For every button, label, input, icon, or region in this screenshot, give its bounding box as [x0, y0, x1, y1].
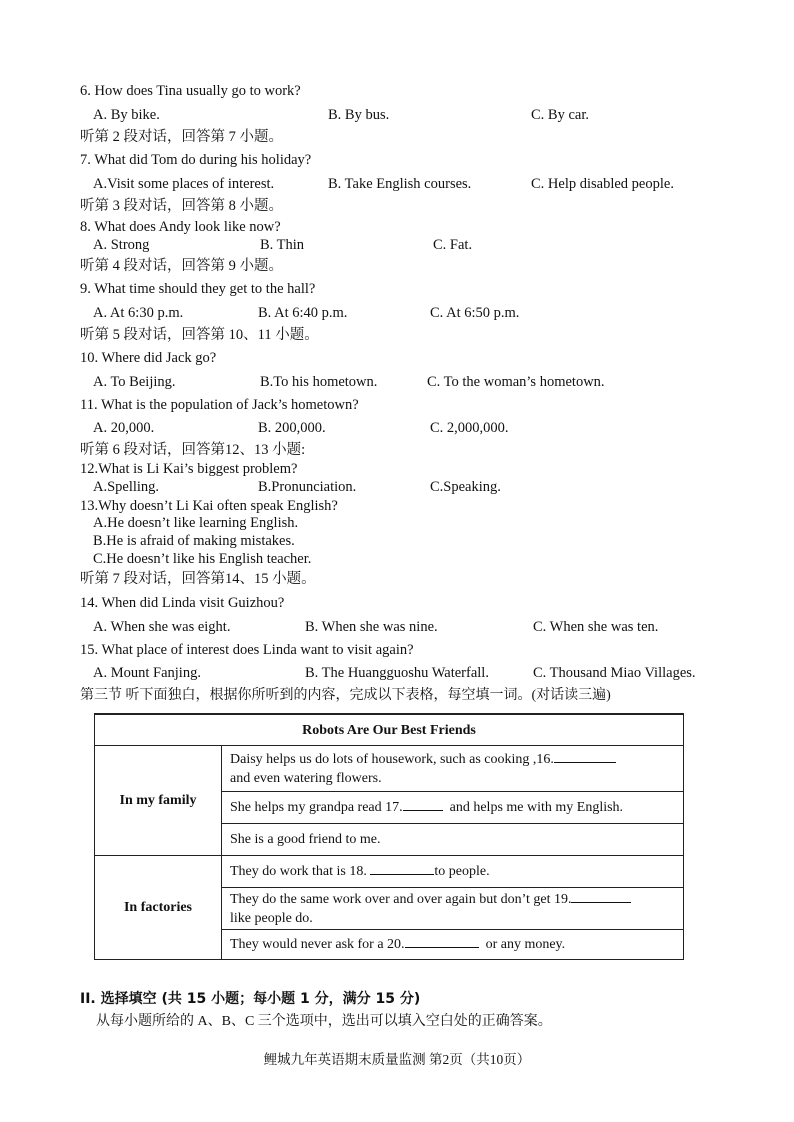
q15-option-c: C. Thousand Miao Villages.	[533, 665, 696, 681]
q15-option-b: B. The Huangguoshu Waterfall.	[305, 665, 489, 681]
q14-option-b: B. When she was nine.	[305, 619, 438, 635]
q8-option-b: B. Thin	[260, 237, 305, 253]
table-row	[222, 930, 684, 960]
table-row	[222, 888, 684, 930]
q15-option-a: A. Mount Fanjing.	[93, 665, 201, 681]
question-9: 9. What time should they get to the hall?	[80, 281, 316, 297]
q10-option-c: C. To the woman’s hometown.	[427, 374, 605, 390]
table-row	[222, 792, 684, 824]
section-instruction-7: 听第 7 段对话，回答第14、15 小题。	[80, 571, 316, 587]
q6-option-b: B. By bus.	[328, 107, 390, 123]
q8-option-a: A. Strong	[93, 237, 150, 253]
question-10: 10. Where did Jack go?	[80, 350, 217, 366]
table-row	[222, 824, 684, 856]
robots-table	[94, 713, 684, 960]
q13-option-c: C.He doesn’t like his English teacher.	[93, 551, 312, 567]
q7-option-b: B. Take English courses.	[328, 176, 472, 192]
cell-text: They do the same work over and over again but don’t get 19.	[230, 891, 572, 907]
q9-option-b: B. At 6:40 p.m.	[258, 305, 348, 321]
section-instruction-4: 听第 4 段对话，回答第 9 小题。	[80, 258, 283, 274]
table-row	[222, 856, 684, 888]
cell-text: and helps me with my English.	[449, 800, 624, 815]
q6-option-a: A. By bike.	[93, 107, 160, 123]
cell-text: They would never ask for a 20.	[230, 937, 405, 952]
page-footer: 鲤城九年英语期末质量监测 第2页（共10页）	[263, 1052, 531, 1067]
q12-option-c: C.Speaking.	[430, 479, 501, 495]
blank-17[interactable]	[403, 798, 443, 811]
cell-text: They do work that is 18.	[230, 864, 367, 879]
question-12: 12.What is Li Kai’s biggest problem?	[80, 461, 298, 477]
q9-option-c: C. At 6:50 p.m.	[430, 305, 520, 321]
question-14: 14. When did Linda visit Guizhou?	[80, 595, 285, 611]
cell-text: like people do.	[230, 910, 313, 926]
q13-option-b: B.He is afraid of making mistakes.	[93, 533, 295, 549]
cell-text: to people.	[434, 864, 490, 879]
question-8: 8. What does Andy look like now?	[80, 219, 281, 235]
q11-option-c: C. 2,000,000.	[430, 420, 509, 436]
cell-text: She helps my grandpa read 17.	[230, 800, 403, 815]
question-13: 13.Why doesn’t Li Kai often speak English?	[80, 498, 338, 514]
q9-option-a: A. At 6:30 p.m.	[93, 305, 184, 321]
q8-option-c: C. Fat.	[433, 237, 473, 253]
q11-option-a: A. 20,000.	[93, 420, 155, 436]
q6-option-c: C. By car.	[531, 107, 589, 123]
cell-text: She is a good friend to me.	[230, 832, 381, 847]
table-row	[222, 746, 684, 792]
q14-option-a: A. When she was eight.	[93, 619, 231, 635]
blank-18[interactable]	[370, 862, 434, 875]
q14-option-c: C. When she was ten.	[533, 619, 659, 635]
q11-option-b: B. 200,000.	[258, 420, 326, 436]
blank-16[interactable]	[554, 750, 616, 763]
row-label-family: In my family	[95, 746, 222, 856]
section-instruction-6: 听第 6 段对话，回答第12、13 小题:	[80, 442, 306, 458]
question-7: 7. What did Tom do during his holiday?	[80, 152, 312, 168]
q10-option-b: B.To his hometown.	[260, 374, 378, 390]
q7-option-c: C. Help disabled people.	[531, 176, 674, 192]
section-instruction-2: 听第 2 段对话，回答第 7 小题。	[80, 129, 283, 145]
q12-option-b: B.Pronunciation.	[258, 479, 357, 495]
cell-text: or any money.	[485, 937, 566, 952]
q7-option-a: A.Visit some places of interest.	[93, 176, 275, 192]
blank-19[interactable]	[571, 890, 631, 903]
table-title: Robots Are Our Best Friends	[95, 714, 684, 746]
section-3-heading: 第三节 听下面独白，根据你所听到的内容，完成以下表格，每空填一词。(对话读三遍)	[80, 688, 611, 703]
q13-option-a: A.He doesn’t like learning English.	[93, 515, 299, 531]
question-6: 6. How does Tina usually go to work?	[80, 83, 301, 99]
section-instruction-3: 听第 3 段对话，回答第 8 小题。	[80, 198, 283, 214]
q12-option-a: A.Spelling.	[93, 479, 160, 495]
part-2-instruction: 从每小题所给的 A、B、C 三个选项中，选出可以填入空白处的正确答案。	[96, 1014, 552, 1029]
question-15: 15. What place of interest does Linda want to visit again?	[80, 642, 414, 658]
section-instruction-5: 听第 5 段对话，回答第 10、11 小题。	[80, 327, 319, 343]
cell-text: and even watering flowers.	[230, 770, 382, 786]
q10-option-a: A. To Beijing.	[93, 374, 176, 390]
part-2-title: II. 选择填空 (共 15 小题；每小题 1 分，满分 15 分)	[80, 991, 421, 1007]
row-label-factories: In factories	[95, 856, 222, 960]
question-11: 11. What is the population of Jack’s hometown?	[80, 397, 359, 413]
blank-20[interactable]	[405, 935, 479, 948]
cell-text: Daisy helps us do lots of housework, such as cooking ,16.	[230, 751, 554, 767]
